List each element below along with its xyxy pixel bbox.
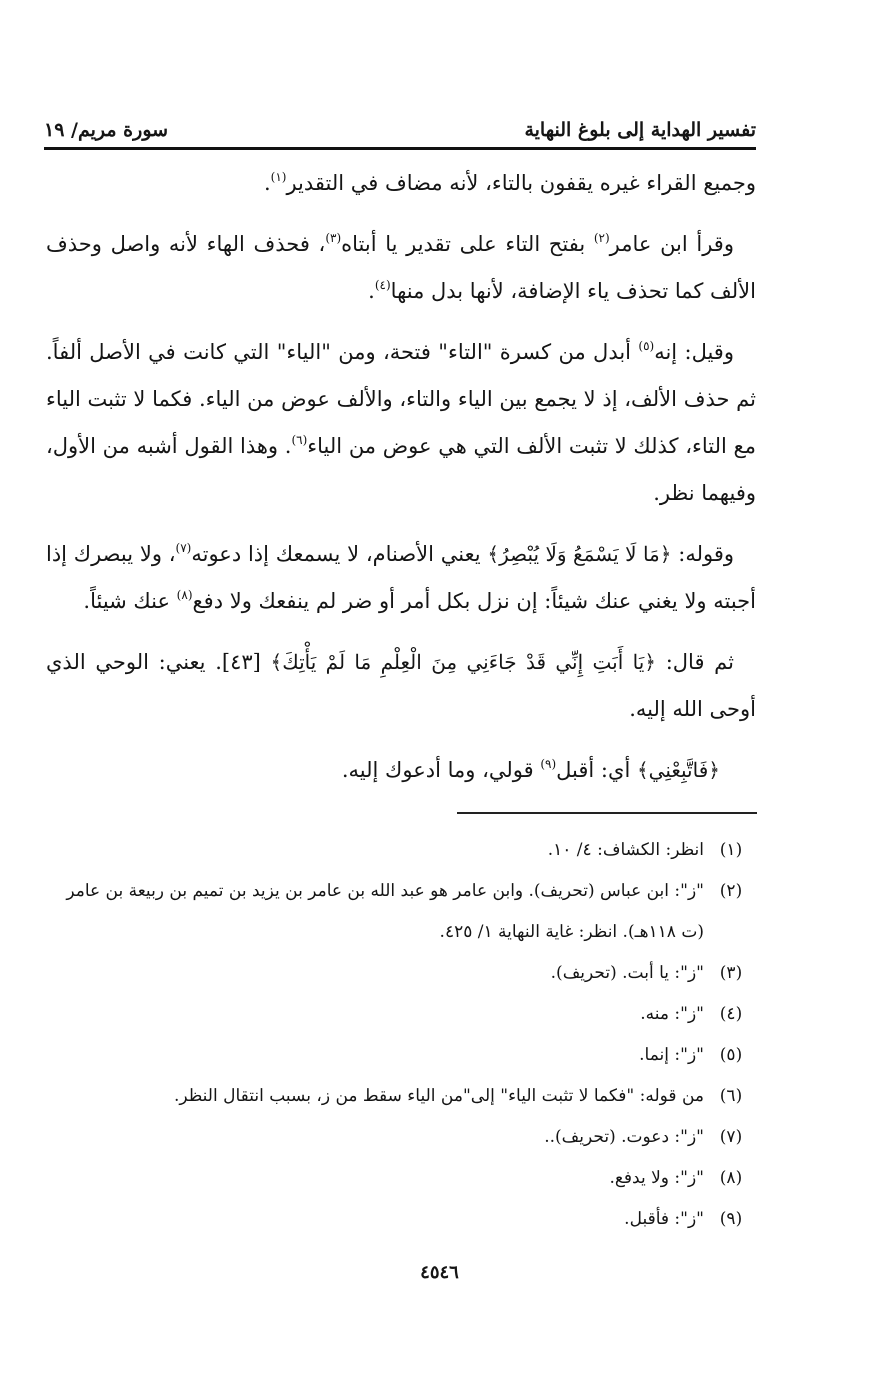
paragraph-6-text-b: قولي، وما أدعوك إليه. (341, 758, 541, 782)
footnote-number: (٩) (719, 1209, 743, 1229)
paragraph-2 (46, 221, 756, 315)
paragraph-1-text: وجميع القراء غيره يقفون بالتاء، لأنه مضاف في التقدير (286, 171, 756, 195)
main-text (46, 160, 756, 808)
paragraph-3-text-c: . وهذا القول أشبه من الأول، وفيهما نظر. (46, 434, 756, 505)
footnote-ref-4: (٤) (374, 278, 391, 292)
footnote-number: (١) (719, 840, 743, 860)
footnote-3 (46, 953, 758, 994)
paragraph-5-text-a: ثم قال: (656, 650, 734, 674)
paragraph-4-text-c: ، ولا يبصرك إذا أجبته ولا يغني عنك شيئاً: إن نزل بكل أمر أو ضر لم ينفعك ولا دفع (46, 542, 756, 613)
footnote-number: (٧) (719, 1127, 743, 1147)
footnote-number: (٨) (719, 1168, 743, 1188)
paragraph-5 (46, 639, 756, 733)
page-number: ٤٥٤٦ (420, 1262, 459, 1283)
footnote-text: "ز": منه. (640, 1004, 704, 1024)
paragraph-5-text-b: [٤٣]. يعني: الوحي الذي أوحى الله إليه. (46, 650, 756, 721)
book-title: تفسير الهداية إلى بلوغ النهاية (524, 119, 756, 141)
running-header (44, 103, 756, 141)
paragraph-1-end: . (263, 171, 271, 195)
paragraph-3-text-b: أبدل من كسرة "التاء" فتحة، ومن "الياء" التي كانت في الأصل ألفاً. ثم حذف الألف، إذ لا يجمع بين الياء والتاء، والألف عوض من الياء. فكما لا تثبت الياء مع التاء، كذلك لا تثبت الألف التي هي عوض من الياء (46, 340, 756, 458)
footnote-separator (457, 812, 757, 814)
footnote-ref-9: (٩) (540, 757, 557, 771)
paragraph-2-text-a: وقرأ ابن عامر (609, 232, 734, 256)
footnote-text: "ز": ابن عباس (تحريف). وابن عامر هو عبد الله بن عامر بن يزيد بن تميم بن ربيعة بن عامر (ت ١١٨هـ). انظر: غاية النهاية ١/ ٤٢٥. (66, 881, 704, 942)
paragraph-6-text-a: أي: أقبل (556, 758, 637, 782)
paragraph-2-text-b: بفتح التاء على تقدير يا أبتاه (341, 232, 594, 256)
quran-quote-3: ﴿فَاتَّبِعْنِي﴾ (636, 758, 720, 782)
footnote-text: من قوله: "فكما لا تثبت الياء" إلى"من الياء سقط من ز، بسبب انتقال النظر. (173, 1086, 704, 1106)
footnote-1 (46, 830, 758, 871)
paragraph-1 (46, 160, 756, 207)
footnote-text: "ز": ولا يدفع. (609, 1168, 704, 1188)
footnote-number: (٢) (719, 881, 743, 901)
footnote-4 (46, 994, 758, 1035)
quran-quote-1: ﴿مَا لَا يَسْمَعُ وَلَا يُبْصِرُ﴾ (487, 542, 672, 566)
footnote-ref-2: (٢) (593, 231, 610, 245)
footnote-7 (46, 1117, 758, 1158)
paragraph-2-text-c: ، فحذف الهاء لأنه واصل وحذف الألف كما تحذف ياء الإضافة، لأنها بدل منها (46, 232, 756, 303)
footnote-2 (46, 871, 758, 953)
footnote-ref-5: (٥) (638, 339, 655, 353)
footnote-ref-6: (٦) (291, 433, 308, 447)
paragraph-4-text-b: يعني الأصنام، لا يسمعك إذا دعوته (191, 542, 488, 566)
footnote-text: "ز": فأقبل. (624, 1209, 704, 1229)
footnote-6 (46, 1076, 758, 1117)
footnote-number: (٣) (719, 963, 743, 983)
paragraph-4-text-d: عنك شيئاً. (83, 589, 177, 613)
footnote-text: "ز": إنما. (639, 1045, 704, 1065)
paragraph-4-text-a: وقوله: (671, 542, 735, 566)
footnote-number: (٤) (719, 1004, 743, 1024)
surah-reference: سورة مريم/ ١٩ (44, 119, 169, 141)
footnote-ref-3: (٣) (325, 231, 342, 245)
paragraph-6 (46, 747, 756, 794)
header-rule (44, 147, 756, 150)
footnote-number: (٥) (719, 1045, 743, 1065)
footnote-ref-7: (٧) (175, 541, 192, 555)
paragraph-3-text-a: وقيل: إنه (654, 340, 734, 364)
paragraph-2-end: . (368, 279, 375, 303)
footnote-text: انظر: الكشاف: ٤/ ١٠. (547, 840, 704, 860)
footnote-text: "ز": دعوت. (تحريف).. (544, 1127, 704, 1147)
footnote-5 (46, 1035, 758, 1076)
footnote-ref-1: (١) (270, 170, 287, 184)
quran-quote-2: ﴿يَا أَبَتِ إِنِّي قَدْ جَاءَنِي مِنَ الْعِلْمِ مَا لَمْ يَأْتِكَ﴾ (270, 650, 657, 674)
footnote-9 (46, 1199, 758, 1240)
footnote-8 (46, 1158, 758, 1199)
paragraph-4 (46, 531, 756, 625)
footnote-number: (٦) (719, 1086, 743, 1106)
footnotes (46, 830, 758, 1240)
footnote-text: "ز": يا أبت. (تحريف). (550, 963, 704, 983)
paragraph-3 (46, 329, 756, 517)
footnote-ref-8: (٨) (176, 588, 193, 602)
